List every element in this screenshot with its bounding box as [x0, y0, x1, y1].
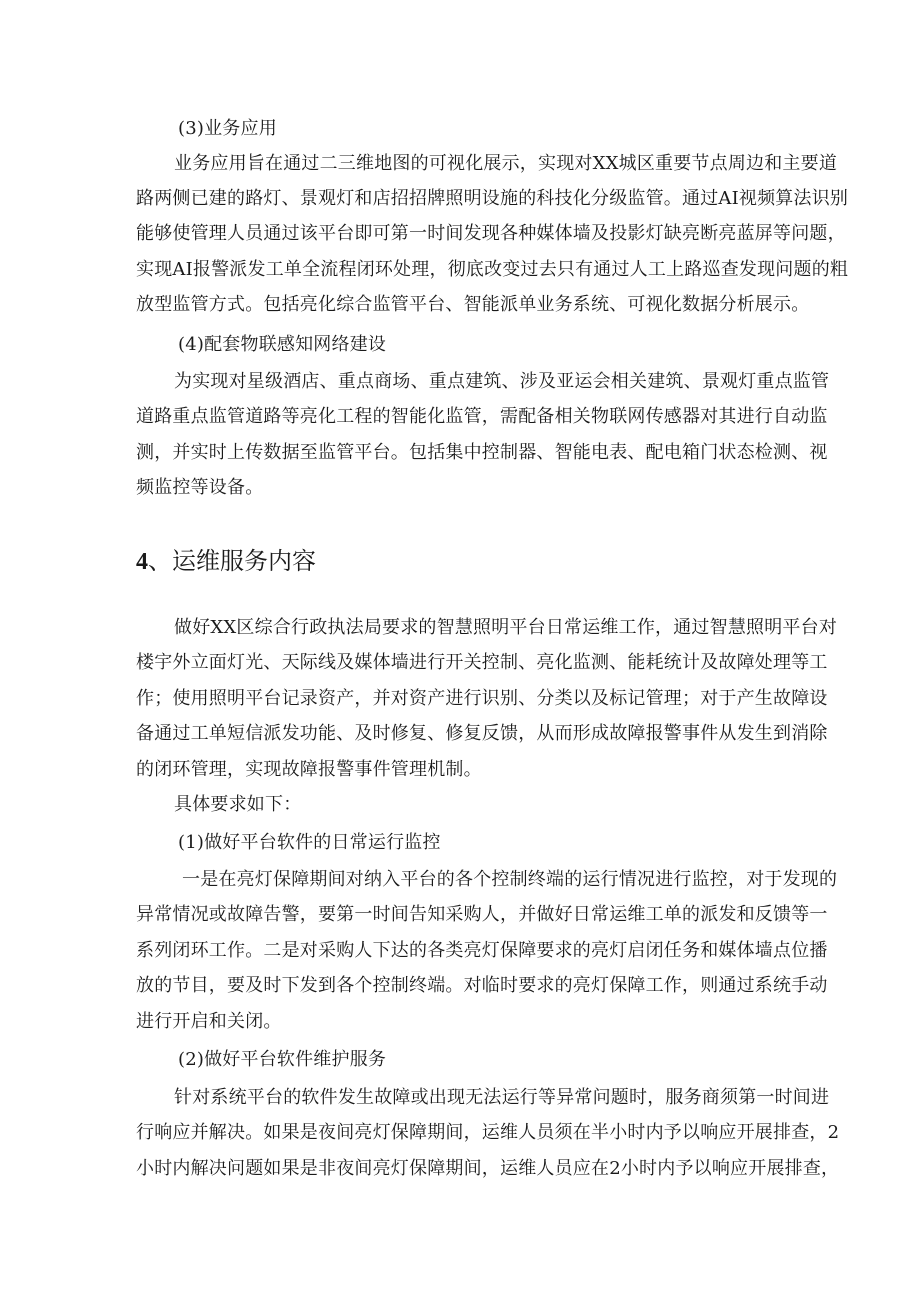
paragraph-line: 业务应用旨在通过二三维地图的可视化展示，实现对XX城区重要节点周边和主要道 — [174, 153, 838, 174]
paragraph-line: 小时内解决问题如果是非夜间亮灯保障期间，运维人员应在2小时内予以响应开展排查， — [136, 1158, 840, 1179]
paragraph-line: 一是在亮灯保障期间对纳入平台的各个控制终端的运行情况进行监控，对于发现的 — [182, 869, 838, 890]
paragraph-line: 能够使管理人员通过该平台即可第一时间发现各种媒体墙及投影灯缺亮断亮蓝屏等问题， — [136, 223, 846, 244]
paragraph-line: 测，并实时上传数据至监管平台。包括集中控制器、智能电表、配电箱门状态检测、视 — [136, 442, 828, 463]
item-heading-software-maintenance: (2)做好平台软件维护服务 — [178, 1049, 387, 1070]
paragraph-line: 系列闭环工作。二是对采购人下达的各类亮灯保障要求的亮灯启闭任务和媒体墙点位播 — [136, 940, 828, 961]
paragraph-line: 做好XX区综合行政执法局要求的智慧照明平台日常运维工作，通过智慧照明平台对 — [174, 617, 838, 638]
paragraph-line: 频监控等设备。 — [136, 477, 264, 498]
paragraph-line: 路两侧已建的路灯、景观灯和店招招牌照明设施的科技化分级监管。通过AI视频算法识别 — [136, 188, 849, 209]
chapter-title: 、运维服务内容 — [148, 547, 316, 575]
paragraph-line: 放的节目，要及时下发到各个控制终端。对临时要求的亮灯保障工作，则通过系统手动 — [136, 975, 828, 996]
subsection-heading-iot-network: (4)配套物联感知网络建设 — [178, 334, 387, 355]
paragraph-line: 作；使用照明平台记录资产，并对资产进行识别、分类以及标记管理；对于产生故障设 — [136, 688, 828, 709]
paragraph-line: 行响应并解决。如果是夜间亮灯保障期间，运维人员须在半小时内予以响应开展排查，2 — [136, 1122, 840, 1143]
paragraph-line: 道路重点监管道路等亮化工程的智能化监管，需配备相关物联网传感器对其进行自动监 — [136, 406, 828, 427]
paragraph-line: 备通过工单短信派发功能、及时修复、修复反馈，从而形成故障报警事件从发生到消除 — [136, 723, 828, 744]
subsection-heading-business-application: (3)业务应用 — [178, 118, 277, 139]
paragraph-line: 放型监管方式。包括亮化综合监管平台、智能派单业务系统、可视化数据分析展示。 — [136, 294, 810, 315]
paragraph-line: 的闭环管理，实现故障报警事件管理机制。 — [136, 759, 482, 780]
paragraph-line: 实现AI报警派发工单全流程闭环处理，彻底改变过去只有通过人工上路巡查发现问题的粗 — [136, 259, 849, 280]
item-heading-daily-monitoring: (1)做好平台软件的日常运行监控 — [178, 832, 441, 853]
requirements-intro: 具体要求如下： — [174, 794, 302, 815]
paragraph-line: 异常情况或故障告警，要第一时间告知采购人，并做好日常运维工单的派发和反馈等一 — [136, 904, 828, 925]
chapter-number: 4 — [136, 549, 148, 575]
paragraph-line: 楼宇外立面灯光、天际线及媒体墙进行开关控制、亮化监测、能耗统计及故障处理等工 — [136, 652, 828, 673]
paragraph-line: 为实现对星级酒店、重点商场、重点建筑、涉及亚运会相关建筑、景观灯重点监管 — [174, 371, 830, 392]
chapter-heading — [136, 546, 316, 577]
paragraph-line: 针对系统平台的软件发生故障或出现无法运行等异常问题时，服务商须第一时间进 — [174, 1087, 830, 1108]
paragraph-line: 进行开启和关闭。 — [136, 1011, 282, 1032]
